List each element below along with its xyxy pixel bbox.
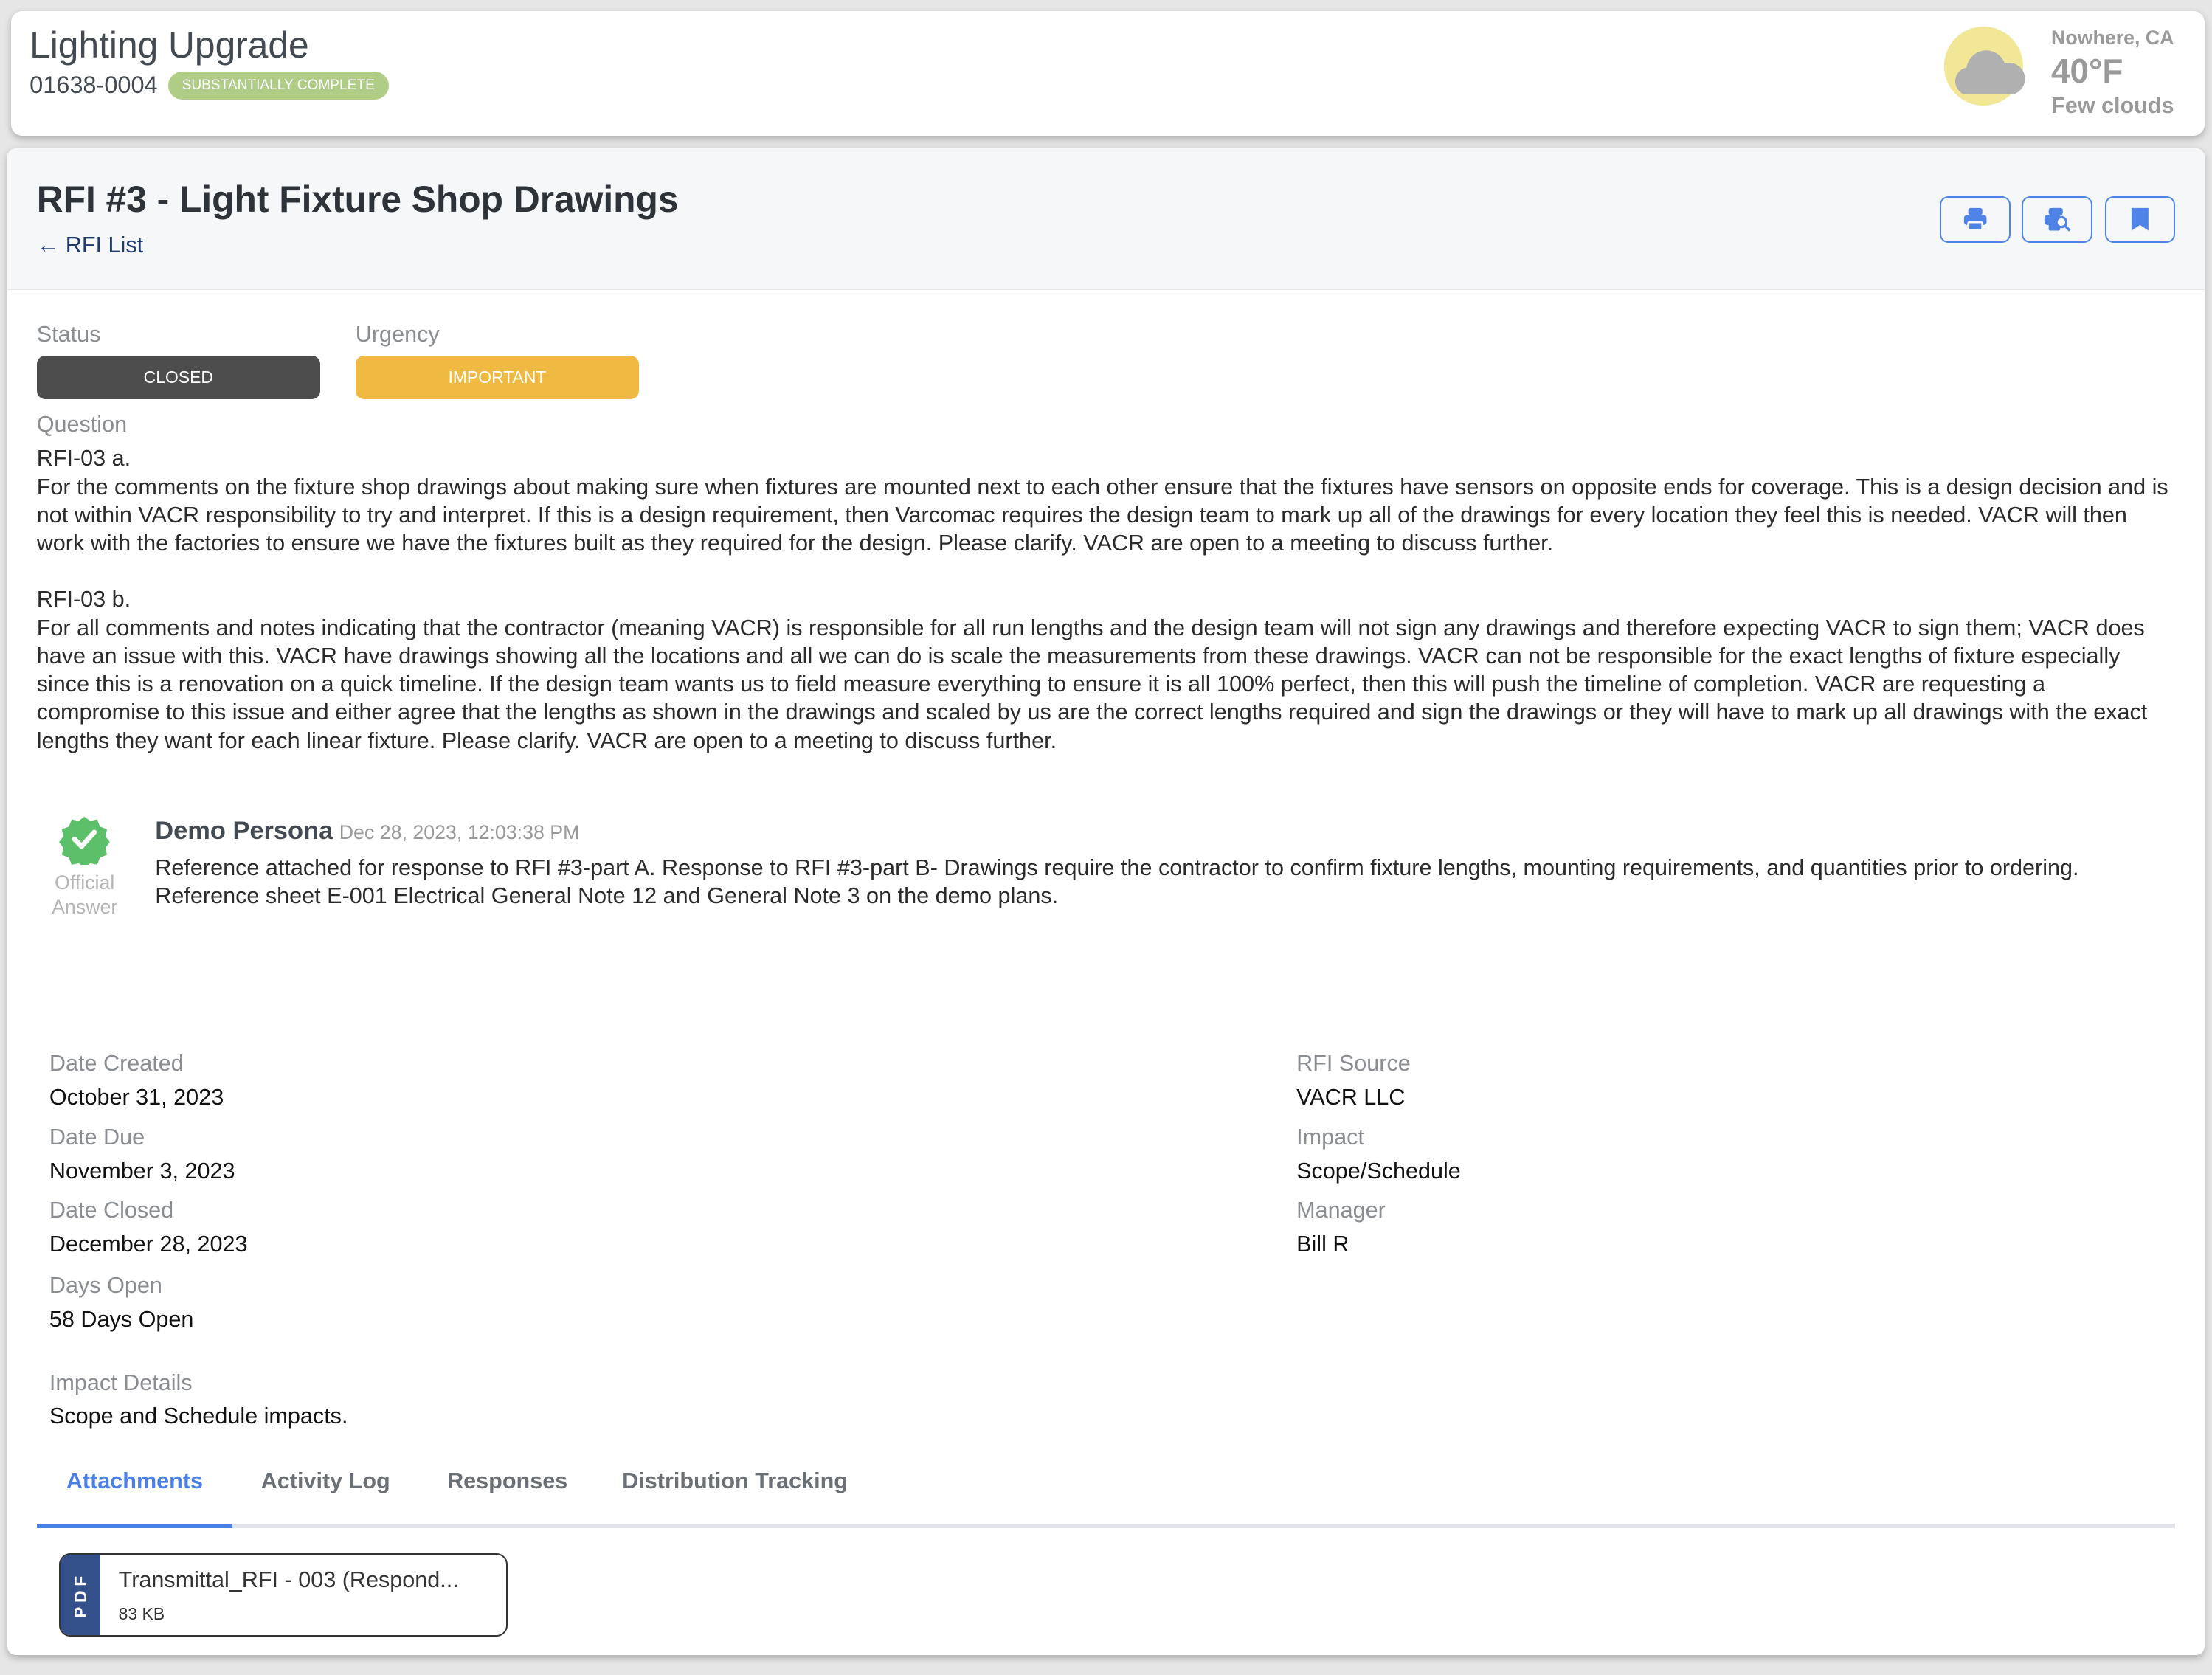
date-due-value: November 3, 2023 (49, 1158, 235, 1184)
bookmark-icon (2130, 207, 2150, 232)
question-part-b-text: For all comments and notes indicating that the contractor (meaning VACR) is responsible for all run lengths and the design team will not sign any drawings and therefore expecting VACR to sign them; VACR does have an issue with this. VACR have drawings showing all the locations and all we can do is scale the measurements from these drawings. VACR can not be responsible for the exact lengths of fixture especially since this is a renovation on a quick timeline. If the design team wants us to field measure everything to ensure it is all 100% perfect, then this will push the timeline of completion. VACR are requesting a compromise to this issue and either agree that the lengths as shown in the drawings and scaled by us are the correct lengths required and sign the drawings or they will have to mark up all drawings with the exact lengths they want for each linear fixture. Please clarify. VACR are open to a meeting to discuss further. (36, 615, 2148, 753)
file-type-label: PDF (70, 1572, 90, 1619)
tab-attachments[interactable]: Attachments (66, 1468, 204, 1494)
attachment-size: 83 KB (118, 1604, 165, 1623)
status-badge: CLOSED (37, 356, 320, 399)
impact-label: Impact (1296, 1124, 1364, 1150)
project-title: Lighting Upgrade (30, 24, 309, 66)
print-button[interactable] (1940, 196, 2011, 243)
answer-meta (155, 817, 579, 846)
rfi-source-label: RFI Source (1296, 1051, 1411, 1077)
bookmark-button[interactable] (2105, 196, 2176, 243)
print-icon (1963, 207, 1988, 232)
official-answer-label: Official Answer (52, 871, 118, 918)
back-link-label: RFI List (65, 232, 144, 258)
urgency-label: Urgency (355, 321, 440, 347)
answer-author: Demo Persona (155, 817, 333, 846)
page-title: RFI #3 - Light Fixture Shop Drawings (36, 178, 679, 220)
verified-check-icon (59, 814, 110, 865)
date-created-label: Date Created (49, 1051, 184, 1077)
manager-value: Bill R (1296, 1232, 1349, 1257)
project-number: 01638-0004 (30, 72, 158, 99)
attachment-name: Transmittal_RFI - 003 (Respond... (118, 1567, 459, 1593)
impact-details-value: Scope and Schedule impacts. (49, 1403, 348, 1429)
date-closed-value: December 28, 2023 (49, 1232, 248, 1257)
tab-activity-log[interactable]: Activity Log (260, 1468, 390, 1494)
days-open-label: Days Open (49, 1272, 162, 1298)
active-tab-indicator (37, 1524, 233, 1528)
pdf-file-icon (61, 1555, 100, 1635)
date-closed-label: Date Closed (49, 1198, 174, 1223)
print-preview-icon (2043, 207, 2071, 232)
impact-details-label: Impact Details (49, 1370, 193, 1395)
rfi-detail-panel (7, 148, 2205, 1655)
attachment-card[interactable] (59, 1553, 508, 1637)
date-due-label: Date Due (49, 1124, 145, 1150)
weather-condition: Few clouds (2051, 93, 2174, 119)
rfi-header (7, 148, 2205, 290)
tab-divider (37, 1524, 2176, 1528)
date-created-value: October 31, 2023 (49, 1085, 224, 1111)
back-to-rfi-list-link[interactable] (37, 232, 143, 258)
days-open-value: 58 Days Open (49, 1306, 194, 1332)
manager-label: Manager (1296, 1198, 1386, 1223)
tab-responses[interactable]: Responses (447, 1468, 568, 1494)
urgency-badge: IMPORTANT (356, 356, 639, 399)
arrow-left-icon: ← (36, 232, 60, 258)
partly-cloudy-icon (1941, 27, 2037, 108)
weather-temp: 40°F (2051, 51, 2123, 90)
tab-distribution-tracking[interactable]: Distribution Tracking (622, 1468, 848, 1494)
project-status-badge: SUBSTANTIALLY COMPLETE (168, 72, 389, 99)
print-preview-button[interactable] (2022, 196, 2092, 243)
status-label: Status (36, 321, 101, 347)
project-header (11, 11, 2205, 135)
weather-location: Nowhere, CA (2051, 27, 2174, 49)
question-label: Question (36, 412, 128, 438)
question-part-b-heading: RFI-03 b. (36, 587, 131, 612)
impact-value: Scope/Schedule (1296, 1158, 1461, 1184)
rfi-source-value: VACR LLC (1296, 1085, 1406, 1111)
question-part-a-heading: RFI-03 a. (36, 446, 131, 472)
answer-timestamp: Dec 28, 2023, 12:03:38 PM (339, 821, 580, 844)
question-part-a-text: For the comments on the fixture shop drawings about making sure when fixtures are mounted next to each other ensure that the fixtures have sensors on opposite ends for coverage. This is a design decision and is not within VACR responsibility to try and interpret. If this is a design requirement, then Varcomac requires the design team to mark up all of the drawings for every location they feel this is needed. VACR will then work with the factories to ensure we have the fixtures built as they required for the design. Please clarify. VACR are open to a meeting to discuss further. (36, 474, 2168, 556)
official-answer-badge (35, 814, 134, 919)
answer-text: Reference attached for response to RFI #3-part A. Response to RFI #3-part B- Drawings require the contractor to confirm fixture lengths, mounting requirements, and quantities prior to ordering. Reference sheet E-001 Electrical General Note 12 and General Note 3 on the demo plans. (155, 854, 2079, 908)
